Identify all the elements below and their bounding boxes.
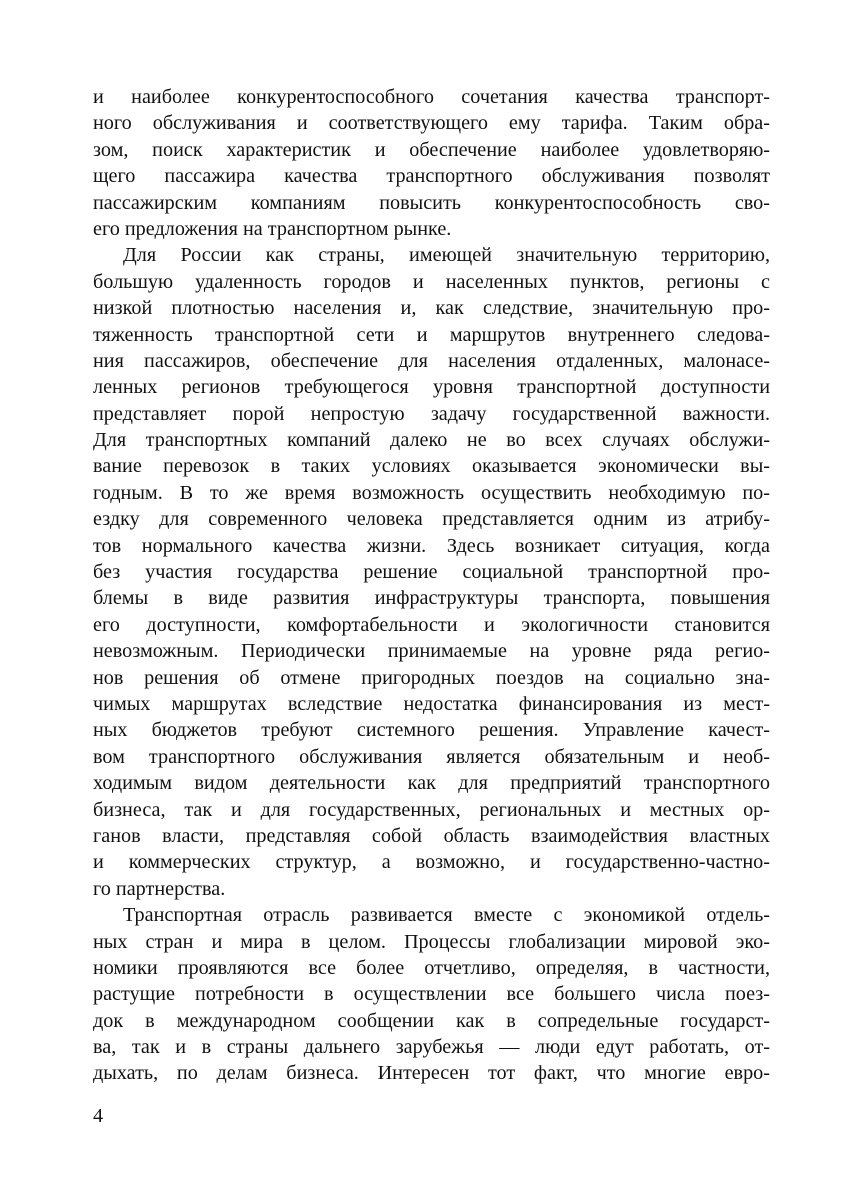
text-line: тяженность транспортной сети и маршрутов внутреннего следова- [93,323,770,346]
page-body [93,84,770,1087]
text-line: и наиболее конкурентоспособного сочетания качества транспорт- [93,86,770,108]
text-line: щего пассажира качества транспортного обслуживания позволят [93,165,770,188]
text-line: чимых маршрутах вследствие недостатка финансирования из мест- [93,692,770,715]
text-line: его предложения на транспортном рынке. [93,217,452,240]
text-line: большую удаленность городов и населенных пунктов, регионы с [93,270,770,293]
text-line: ганов власти, представляя собой область взаимодействия властных [93,824,770,847]
text-line: пассажирским компаниям повысить конкурентоспособность сво- [93,191,770,214]
text-line: растущие потребности в осуществлении все большего числа поез- [93,983,770,1006]
text-line: и коммерческих структур, а возможно, и государственно-частно- [93,851,770,874]
text-line: ного обслуживания и соответствующего ему тарифа. Таким обра- [93,112,770,135]
text-line: тов нормального качества жизни. Здесь возникает ситуация, когда [93,534,770,557]
text-line: нов решения об отмене пригородных поездов на социально зна- [93,666,770,689]
text-line: Для России как страны, имеющей значительную территорию, [123,244,770,267]
page-number: 4 [93,1105,104,1127]
text-line: бизнеса, так и для государственных, региональных и местных ор- [93,798,770,821]
text-line: ходимым видом деятельности как для предприятий транспортного [93,772,770,795]
text-line: вом транспортного обслуживания является обязательным и необ- [93,745,770,768]
text-line: вание перевозок в таких условиях оказывается экономически вы- [93,455,770,478]
paragraph [93,902,770,1087]
text-line: ездку для современного человека представляется одним из атрибу- [93,508,770,531]
text-line: представляет порой непростую задачу государственной важности. [93,402,770,425]
text-line: невозможным. Периодически принимаемые на уровне ряда регио- [93,640,770,663]
text-line: блемы в виде развития инфраструктуры транспорта, повышения [93,587,770,610]
text-line: Транспортная отрасль развивается вместе с экономикой отдель- [123,904,770,927]
text-line: зом, поиск характеристик и обеспечение наиболее удовлетворяю- [93,138,770,161]
paragraph [93,84,770,242]
text-line: без участия государства решение социальной транспортной про- [93,561,770,584]
text-line: ва, так и в страны дальнего зарубежья — люди едут работать, от- [93,1036,770,1059]
paragraph [93,242,770,902]
text-line: ных стран и мира в целом. Процессы глобализации мировой эко- [93,930,770,953]
text-line: док в международном сообщении как в сопредельные государст- [93,1009,770,1032]
text-line: низкой плотностью населения и, как следствие, значительную про- [93,297,770,320]
text-line: ленных регионов требующегося уровня транспортной доступности [93,376,770,399]
text-line: его доступности, комфортабельности и экологичности становится [93,613,770,636]
text-line: ния пассажиров, обеспечение для населения отдаленных, малонасе- [93,349,770,372]
text-line: годным. В то же время возможность осуществить необходимую по- [93,481,770,504]
text-line: Для транспортных компаний далеко не во всех случаях обслужи- [93,429,770,452]
text-line: ных бюджетов требуют системного решения. Управление качест- [93,719,770,742]
text-line: го партнерства. [93,877,226,900]
text-line: номики проявляются все более отчетливо, определяя, в частности, [93,956,770,979]
text-line: дыхать, по делам бизнеса. Интересен тот факт, что многие евро- [93,1062,770,1085]
